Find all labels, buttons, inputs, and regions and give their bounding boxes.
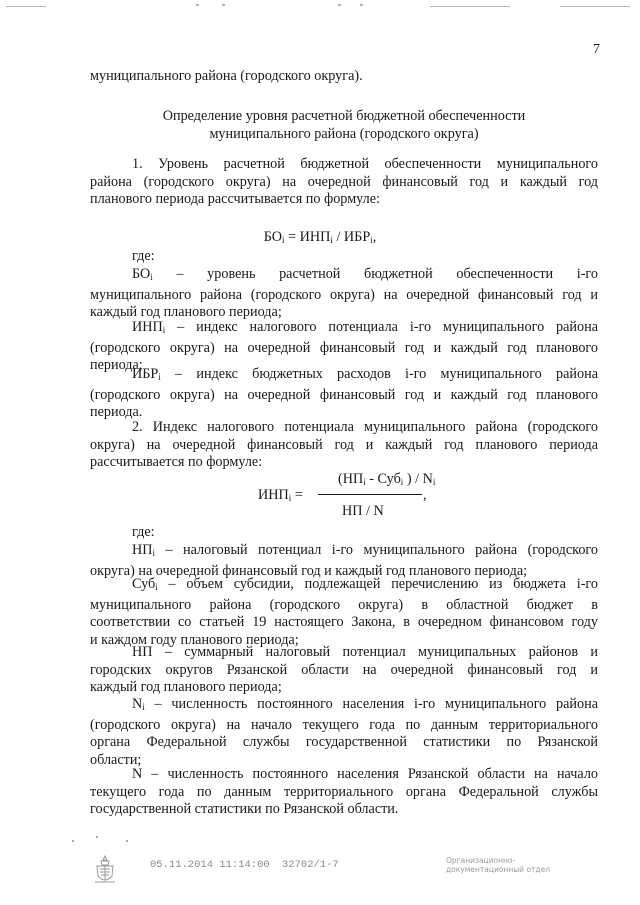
formula-tail: , <box>423 487 427 503</box>
scan-artifact <box>6 6 46 7</box>
definition-line: периода. <box>90 404 143 421</box>
paragraph-line: 1. Уровень расчетной бюджетной обеспеченности муниципального <box>132 156 598 172</box>
definition-line: $ИНП_i$ – индекс налогового потенциала i-го муниципального района <box>132 319 598 335</box>
definition-line: области; <box>90 751 142 768</box>
definition-line: $N_i$ – численность постоянного населения i-го муниципального района <box>132 696 598 712</box>
scan-artifact <box>72 840 74 842</box>
definition-line: муниципального района (городского округа) на очередной финансовый год и <box>90 286 598 303</box>
definition-line: округа) на очередной финансовый год и каждый год планового периода; <box>90 562 528 579</box>
definition-np-i <box>90 542 598 580</box>
definition-n <box>90 766 598 819</box>
definition-line: (городского округа) на очередной финансовый год и каждый год планового <box>90 386 598 403</box>
definition-line: (городского округа) на очередной финансовый год и каждый год планового <box>90 339 598 356</box>
definition-line: каждый год планового периода; <box>90 679 282 696</box>
scan-artifact <box>96 836 98 838</box>
paragraph-line: округа) на очередной финансовый год и каждый год планового периода <box>90 436 598 453</box>
paragraph-line: рассчитывается по формуле: <box>90 454 263 471</box>
formula-numerator: ($НП_i - Суб_i$ ) / $N_i$ <box>338 471 436 487</box>
definition-bo <box>90 266 598 322</box>
definition-line: текущего года по данным территориального органа Федеральной службы <box>90 783 598 800</box>
where-label: где: <box>132 524 155 540</box>
fraction-bar <box>318 494 422 495</box>
definition-line: и каждом году планового периода; <box>90 631 299 648</box>
stamp-department-line: Организационно- <box>446 856 516 865</box>
definition-line: $БО_i$ – уровень расчетной бюджетной обеспеченности i-го <box>132 266 598 282</box>
formula-denominator: НП / N <box>342 503 384 519</box>
definition-line: органа Федеральной службы государственной статистики по Рязанской <box>90 734 598 751</box>
definition-line: НП – суммарный налоговый потенциал муниципальных районов и <box>132 644 598 660</box>
top-continuation: муниципального района (городского округа). <box>90 68 363 84</box>
paragraph-line: района (городского округа) на очередной финансовый год и каждый год <box>90 173 598 190</box>
definition-line: каждый год планового периода; <box>90 304 282 321</box>
scan-artifact <box>196 4 199 6</box>
definition-line: N – численность постоянного населения Рязанской области на начало <box>132 766 598 782</box>
definition-line: Суб$_i$ – объем субсидии, подлежащей перечислению из бюджета i-го <box>132 576 598 592</box>
definition-line: периода; <box>90 357 143 374</box>
scan-artifact <box>560 6 630 7</box>
paragraph-1 <box>90 156 598 209</box>
definition-n-i <box>90 696 598 769</box>
heading-line: муниципального района (городского округа) <box>209 125 479 142</box>
scan-artifact <box>360 4 363 6</box>
definition-line: городских округов Рязанской области на очередной финансовый год и <box>90 661 598 678</box>
stamp-datetime: 05.11.2014 11:14:00 <box>150 859 270 871</box>
scan-artifact <box>126 840 128 842</box>
paragraph-2 <box>90 419 598 472</box>
document-footer <box>0 846 640 896</box>
definition-line: соответствии со статьей 19 настоящего Закона, в очередном финансовом году <box>90 614 598 631</box>
definition-sub <box>90 576 598 649</box>
stamp-department-line: документационный отдел <box>446 865 550 874</box>
scan-artifact <box>430 6 510 7</box>
heading-line: Определение уровня расчетной бюджетной обеспеченности <box>162 108 526 124</box>
scan-artifact <box>338 4 341 6</box>
definition-line: государственной статистики по Рязанской области. <box>90 801 399 818</box>
formula-bo: $БО_i = ИНП_i / ИБР_i$, <box>263 229 377 245</box>
scan-artifact <box>222 4 225 6</box>
page-number: 7 <box>593 42 600 57</box>
section-heading <box>90 108 598 143</box>
definition-ibr <box>90 366 598 422</box>
stamp-doc-number: 32702/1-7 <box>282 859 339 871</box>
definition-line: $НП_i$ – налоговый потенциал i-го муниципального района (городского <box>132 542 598 558</box>
formula-lhs: $ИНП_i$ = <box>258 487 303 503</box>
where-label: где: <box>132 248 155 264</box>
paragraph-line: планового периода рассчитывается по формуле: <box>90 191 380 208</box>
definition-np <box>90 644 598 697</box>
definition-line: муниципального района (городского округа) в областной бюджет в <box>90 596 598 613</box>
paragraph-line: 2. Индекс налогового потенциала муниципального района (городского <box>132 419 598 435</box>
definition-line: (городского округа) на начало текущего года по данным территориального <box>90 716 598 733</box>
definition-line: $ИБР_i$ – индекс бюджетных расходов i-го муниципального района <box>132 366 598 382</box>
coat-of-arms-icon <box>92 854 118 886</box>
stamp-department <box>446 856 550 874</box>
